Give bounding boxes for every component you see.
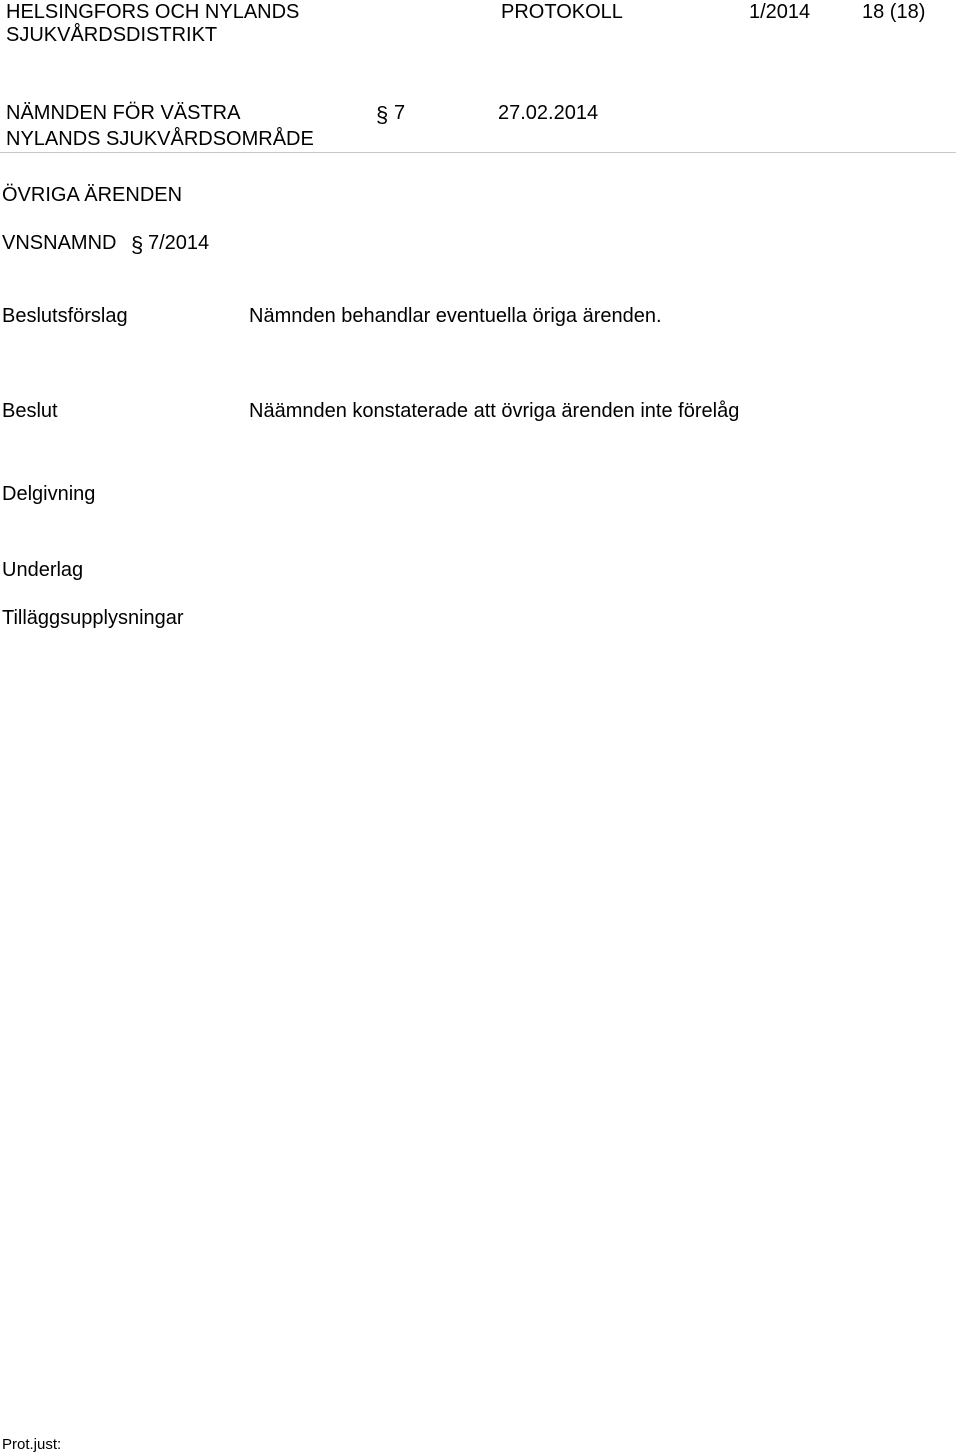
item-ref-label: VNSNAMND	[2, 232, 117, 254]
proposal-text: Nämnden behandlar eventuella öriga ärenden.	[249, 305, 662, 327]
doc-number: 1/2014	[749, 1, 811, 23]
proposal-label: Beslutsförslag	[2, 305, 128, 327]
protocol-verification-label: Prot.just:	[2, 1436, 62, 1453]
additional-info-label: Tilläggsupplysningar	[2, 607, 184, 629]
item-ref-section-sign: §	[131, 232, 144, 257]
decision-text: Näämnden konstaterade att övriga ärenden inte förelåg	[249, 400, 740, 422]
notification-label: Delgivning	[2, 483, 96, 505]
meeting-date: 27.02.2014	[498, 102, 599, 124]
item-ref-number: 7/2014	[148, 232, 210, 254]
committee-line2: NYLANDS SJUKVÅRDSOMRÅDE	[6, 128, 314, 150]
org-name-line1: HELSINGFORS OCH NYLANDS	[6, 1, 300, 23]
committee-line1: NÄMNDEN FÖR VÄSTRA	[6, 102, 241, 124]
org-name-line2: SJUKVÅRDSDISTRIKT	[6, 24, 218, 46]
page-number: 18 (18)	[862, 1, 926, 23]
basis-label: Underlag	[2, 559, 84, 581]
section-number: 7	[394, 102, 406, 124]
item-title: ÖVRIGA ÄRENDEN	[2, 184, 183, 206]
doc-type: PROTOKOLL	[501, 1, 623, 23]
header-divider	[0, 152, 956, 153]
decision-label: Beslut	[2, 400, 58, 422]
section-sign: §	[376, 102, 389, 127]
